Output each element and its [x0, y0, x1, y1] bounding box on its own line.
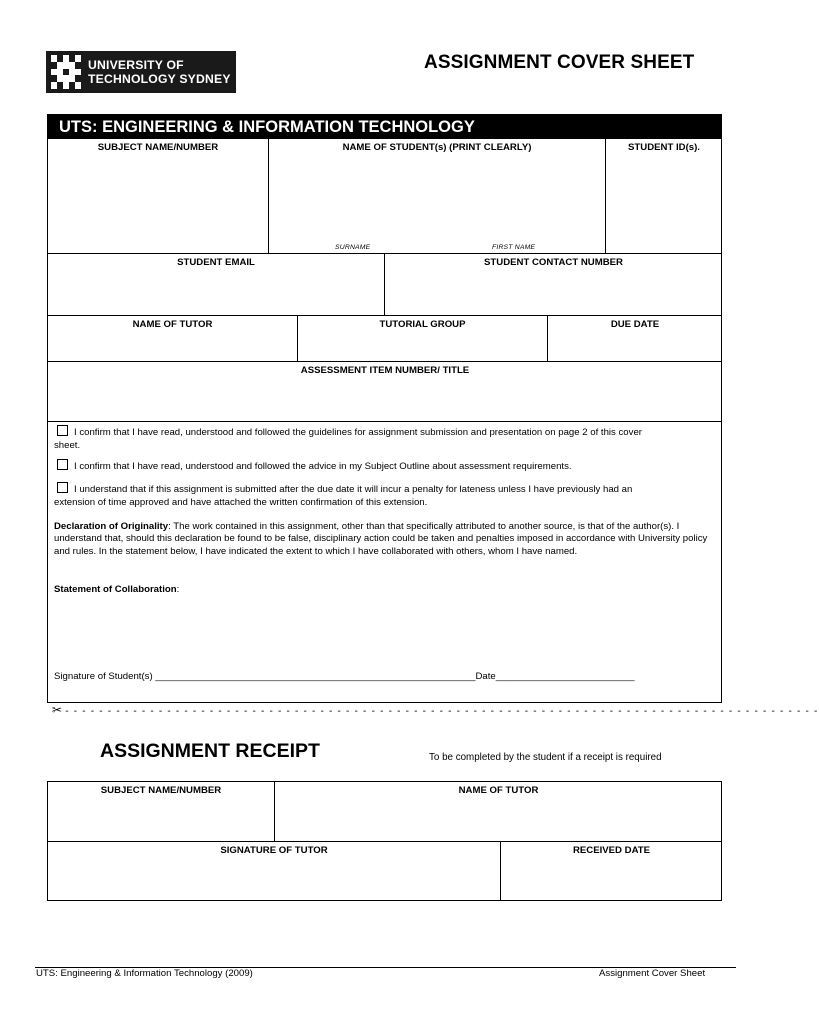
due-date-label: DUE DATE [610, 319, 660, 330]
due-date-field[interactable] [548, 316, 722, 362]
cut-dashes: - - - - - - - - - - - - - - - - - - - - - - - - - - - - - - - - - - - - - - - - - - - - - - - - - - - - - - - - - - - - - - - - - - - - - - - - - - - - - - - - - - - - - - - - - [65, 706, 819, 717]
confirm-guidelines-checkbox[interactable] [57, 425, 68, 436]
originality-declaration [54, 521, 716, 558]
uts-logo-mark-icon [51, 55, 81, 89]
confirm-guidelines [54, 425, 642, 440]
receipt-form [47, 781, 722, 901]
confirm-late-penalty-checkbox[interactable] [57, 482, 68, 493]
signature-text: Signature of Student(s) ____________________________________________________________Date__________________________ [54, 671, 635, 682]
firstname-label: FIRST NAME [492, 244, 536, 251]
surname-label: SURNAME [335, 244, 371, 251]
confirm-subject-outline [54, 459, 572, 474]
receipt-tutor-field[interactable] [275, 782, 722, 842]
footer-right: Assignment Cover Sheet [599, 968, 706, 979]
tutor-name-label: NAME OF TUTOR [132, 319, 213, 330]
logo-line1: UNIVERSITY OF [88, 58, 184, 72]
confirm-late-penalty [54, 482, 632, 497]
assessment-item-field[interactable] [48, 362, 722, 422]
subject-field[interactable] [48, 139, 269, 254]
cover-sheet-form [47, 114, 722, 703]
receipt-title: ASSIGNMENT RECEIPT [100, 740, 320, 762]
footer-left: UTS: Engineering & Information Technology (2009) [36, 968, 253, 979]
receipt-subject-field[interactable] [48, 782, 275, 842]
originality-text: : The work contained in this assignment, other than that specifically attributed to another source, is that of the author(s). I understand that, should this declaration be found to be false, disciplinary action could be taken and penalties imposed in accordance with University policy and rules. In the statement below, I have indicated the extent to which I have collaborated with others, whom I have named. [54, 521, 708, 557]
logo-text [88, 58, 231, 86]
confirm-guidelines-text: I confirm that I have read, understood and followed the guidelines for assignment submission and presentation on page 2 of this cover [74, 427, 642, 438]
document-title: ASSIGNMENT COVER SHEET [424, 52, 695, 73]
student-contact-field[interactable] [385, 254, 722, 316]
assessment-item-label: ASSESSMENT ITEM NUMBER/ TITLE [300, 365, 470, 376]
scissors-icon: ✂ [52, 703, 64, 717]
confirm-guidelines-continued: sheet. [54, 440, 81, 451]
collaboration-heading: Statement of Collaboration [54, 584, 177, 595]
confirm-late-penalty-text: I understand that if this assignment is submitted after the due date it will incur a penalty for lateness unless I have previously had an [74, 484, 633, 495]
tutor-signature-field[interactable] [48, 842, 501, 900]
student-email-label: STUDENT EMAIL [177, 257, 255, 268]
receipt-note: To be completed by the student if a receipt is required [429, 752, 662, 763]
student-id-label: STUDENT ID(s). [628, 142, 700, 153]
tutor-signature-label: SIGNATURE OF TUTOR [220, 845, 328, 856]
tutor-name-field[interactable] [48, 316, 298, 362]
faculty-banner: UTS: ENGINEERING & INFORMATION TECHNOLOGY [48, 115, 721, 139]
student-names-field[interactable] [269, 139, 606, 254]
collaboration-colon: : [176, 584, 180, 595]
student-email-field[interactable] [48, 254, 385, 316]
signature-line[interactable] [54, 671, 634, 683]
tutorial-group-label: TUTORIAL GROUP [379, 319, 466, 330]
originality-heading: Declaration of Originality [54, 521, 169, 532]
logo-line2: TECHNOLOGY SYDNEY [88, 72, 231, 86]
confirm-subject-outline-checkbox[interactable] [57, 459, 68, 470]
received-date-label: RECEIVED DATE [572, 845, 651, 856]
tutorial-group-field[interactable] [298, 316, 548, 362]
cut-line [52, 703, 819, 717]
student-names-label: NAME OF STUDENT(s) (PRINT CLEARLY) [342, 142, 532, 153]
subject-label: SUBJECT NAME/NUMBER [97, 142, 219, 153]
received-date-field[interactable] [501, 842, 722, 900]
collaboration-statement[interactable] [54, 584, 179, 596]
confirm-late-penalty-continued: extension of time approved and have attached the written confirmation of this extension. [54, 497, 428, 508]
receipt-subject-label: SUBJECT NAME/NUMBER [100, 785, 222, 796]
student-id-field[interactable] [606, 139, 722, 254]
receipt-tutor-label: NAME OF TUTOR [458, 785, 539, 796]
uts-logo [46, 51, 236, 93]
student-contact-label: STUDENT CONTACT NUMBER [484, 257, 623, 268]
confirm-subject-outline-text: I confirm that I have read, understood and followed the advice in my Subject Outline about assessment requirements. [74, 461, 572, 472]
